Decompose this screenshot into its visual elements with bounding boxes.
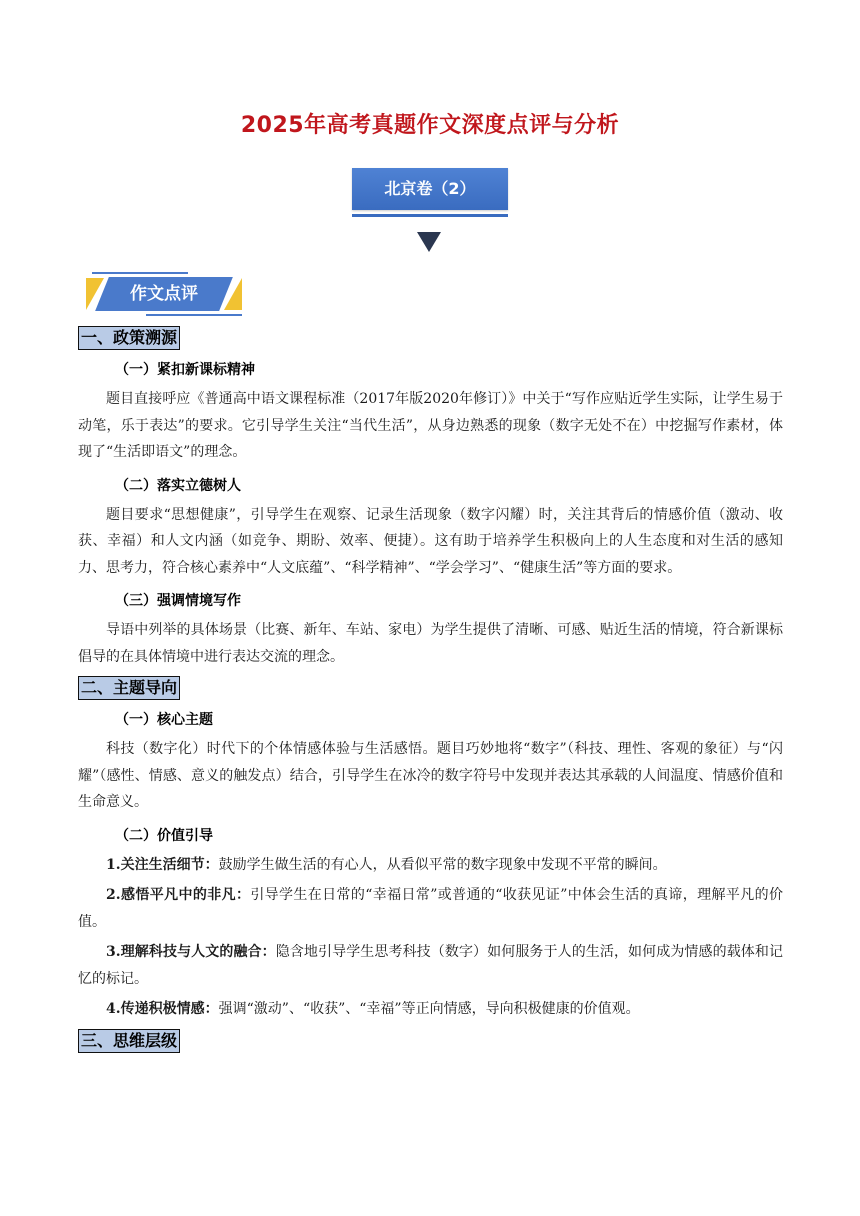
tag-top-line [92, 272, 188, 274]
point-label: 2.感悟平凡中的非凡： [106, 887, 251, 903]
down-arrow-icon [417, 232, 441, 252]
value-point [78, 852, 783, 879]
subsection-heading: （二）落实立德树人 [115, 477, 241, 494]
point-label: 3.理解科技与人文的融合： [106, 944, 276, 960]
value-point [78, 996, 783, 1023]
point-label: 1.关注生活细节： [106, 856, 219, 873]
banner-underline [352, 214, 508, 217]
subsection-heading: （三）强调情境写作 [115, 593, 241, 609]
paper-label: 北京卷（2） [352, 168, 508, 210]
tag-right-accent [224, 278, 242, 310]
point-text: 隐含地引导学生思考科技（数字）如何服务于人的生活，如何成为情感的载体和记忆的标记。 [78, 944, 783, 987]
review-label: 作文点评 [130, 284, 198, 304]
point-text: 鼓励学生做生活的有心人，从看似平常的数字现象中发现不平常的瞬间。 [218, 856, 667, 873]
section-heading: 三、思维层级 [78, 1029, 180, 1053]
document-body [78, 326, 783, 1053]
paragraph: 题目直接呼应《普通高中语文课程标准（2017年版2020年修订）》中关于“写作应贴近学生实际，让学生易于动笔，乐于表达”的要求。它引导学生关注“当代生活”，从身边熟悉的现象（数字无处不在）中挖掘写作素材，体现了“生活即语文”的理念。 [78, 391, 783, 460]
paragraph: 题目要求“思想健康”，引导学生在观察、记录生活现象（数字闪耀）时，关注其背后的情感价值（激动、收获、幸福）和人文内涵（如竞争、期盼、效率、便捷）。这有助于培养学生积极向上的人生态度和对生活的感知力、思考力，符合核心素养中“人文底蕴”、“科学精神”、“学会学习”、“健康生活”等方面的要求。 [78, 506, 783, 576]
section-heading: 二、主题导向 [78, 676, 180, 700]
document-title: 2025年高考真题作文深度点评与分析 [240, 113, 620, 138]
value-point [78, 882, 783, 935]
tag-bottom-line [146, 314, 242, 316]
subsection-heading: （二）价值引导 [115, 827, 213, 844]
section-thinking [78, 1029, 783, 1053]
section-heading: 一、政策溯源 [78, 326, 180, 350]
review-tag [86, 272, 242, 316]
point-label: 4.传递积极情感： [106, 1001, 219, 1017]
paragraph: 导语中列举的具体场景（比赛、新年、车站、家电）为学生提供了清晰、可感、贴近生活的情境，符合新课标倡导的在具体情境中进行表达交流的理念。 [78, 622, 783, 665]
subsection-heading: （一）紧扣新课标精神 [115, 362, 255, 378]
paragraph: 科技（数字化）时代下的个体情感体验与生活感悟。题目巧妙地将“数字”（科技、理性、客观的象征）与“闪耀”（感性、情感、意义的触发点）结合，引导学生在冰冷的数字符号中发现并表达其承载的人间温度、情感价值和生命意义。 [78, 741, 783, 810]
subsection-heading: （一）核心主题 [115, 712, 213, 728]
paper-banner [352, 168, 508, 218]
section-theme [78, 676, 783, 1023]
point-text: 强调“激动”、“收获”、“幸福”等正向情感，导向积极健康的价值观。 [218, 1001, 640, 1017]
value-point [78, 939, 783, 992]
section-policy [78, 326, 783, 670]
point-text: 引导学生在日常的“幸福日常”或普通的“收获见证”中体会生活的真谛，理解平凡的价值。 [78, 887, 783, 930]
